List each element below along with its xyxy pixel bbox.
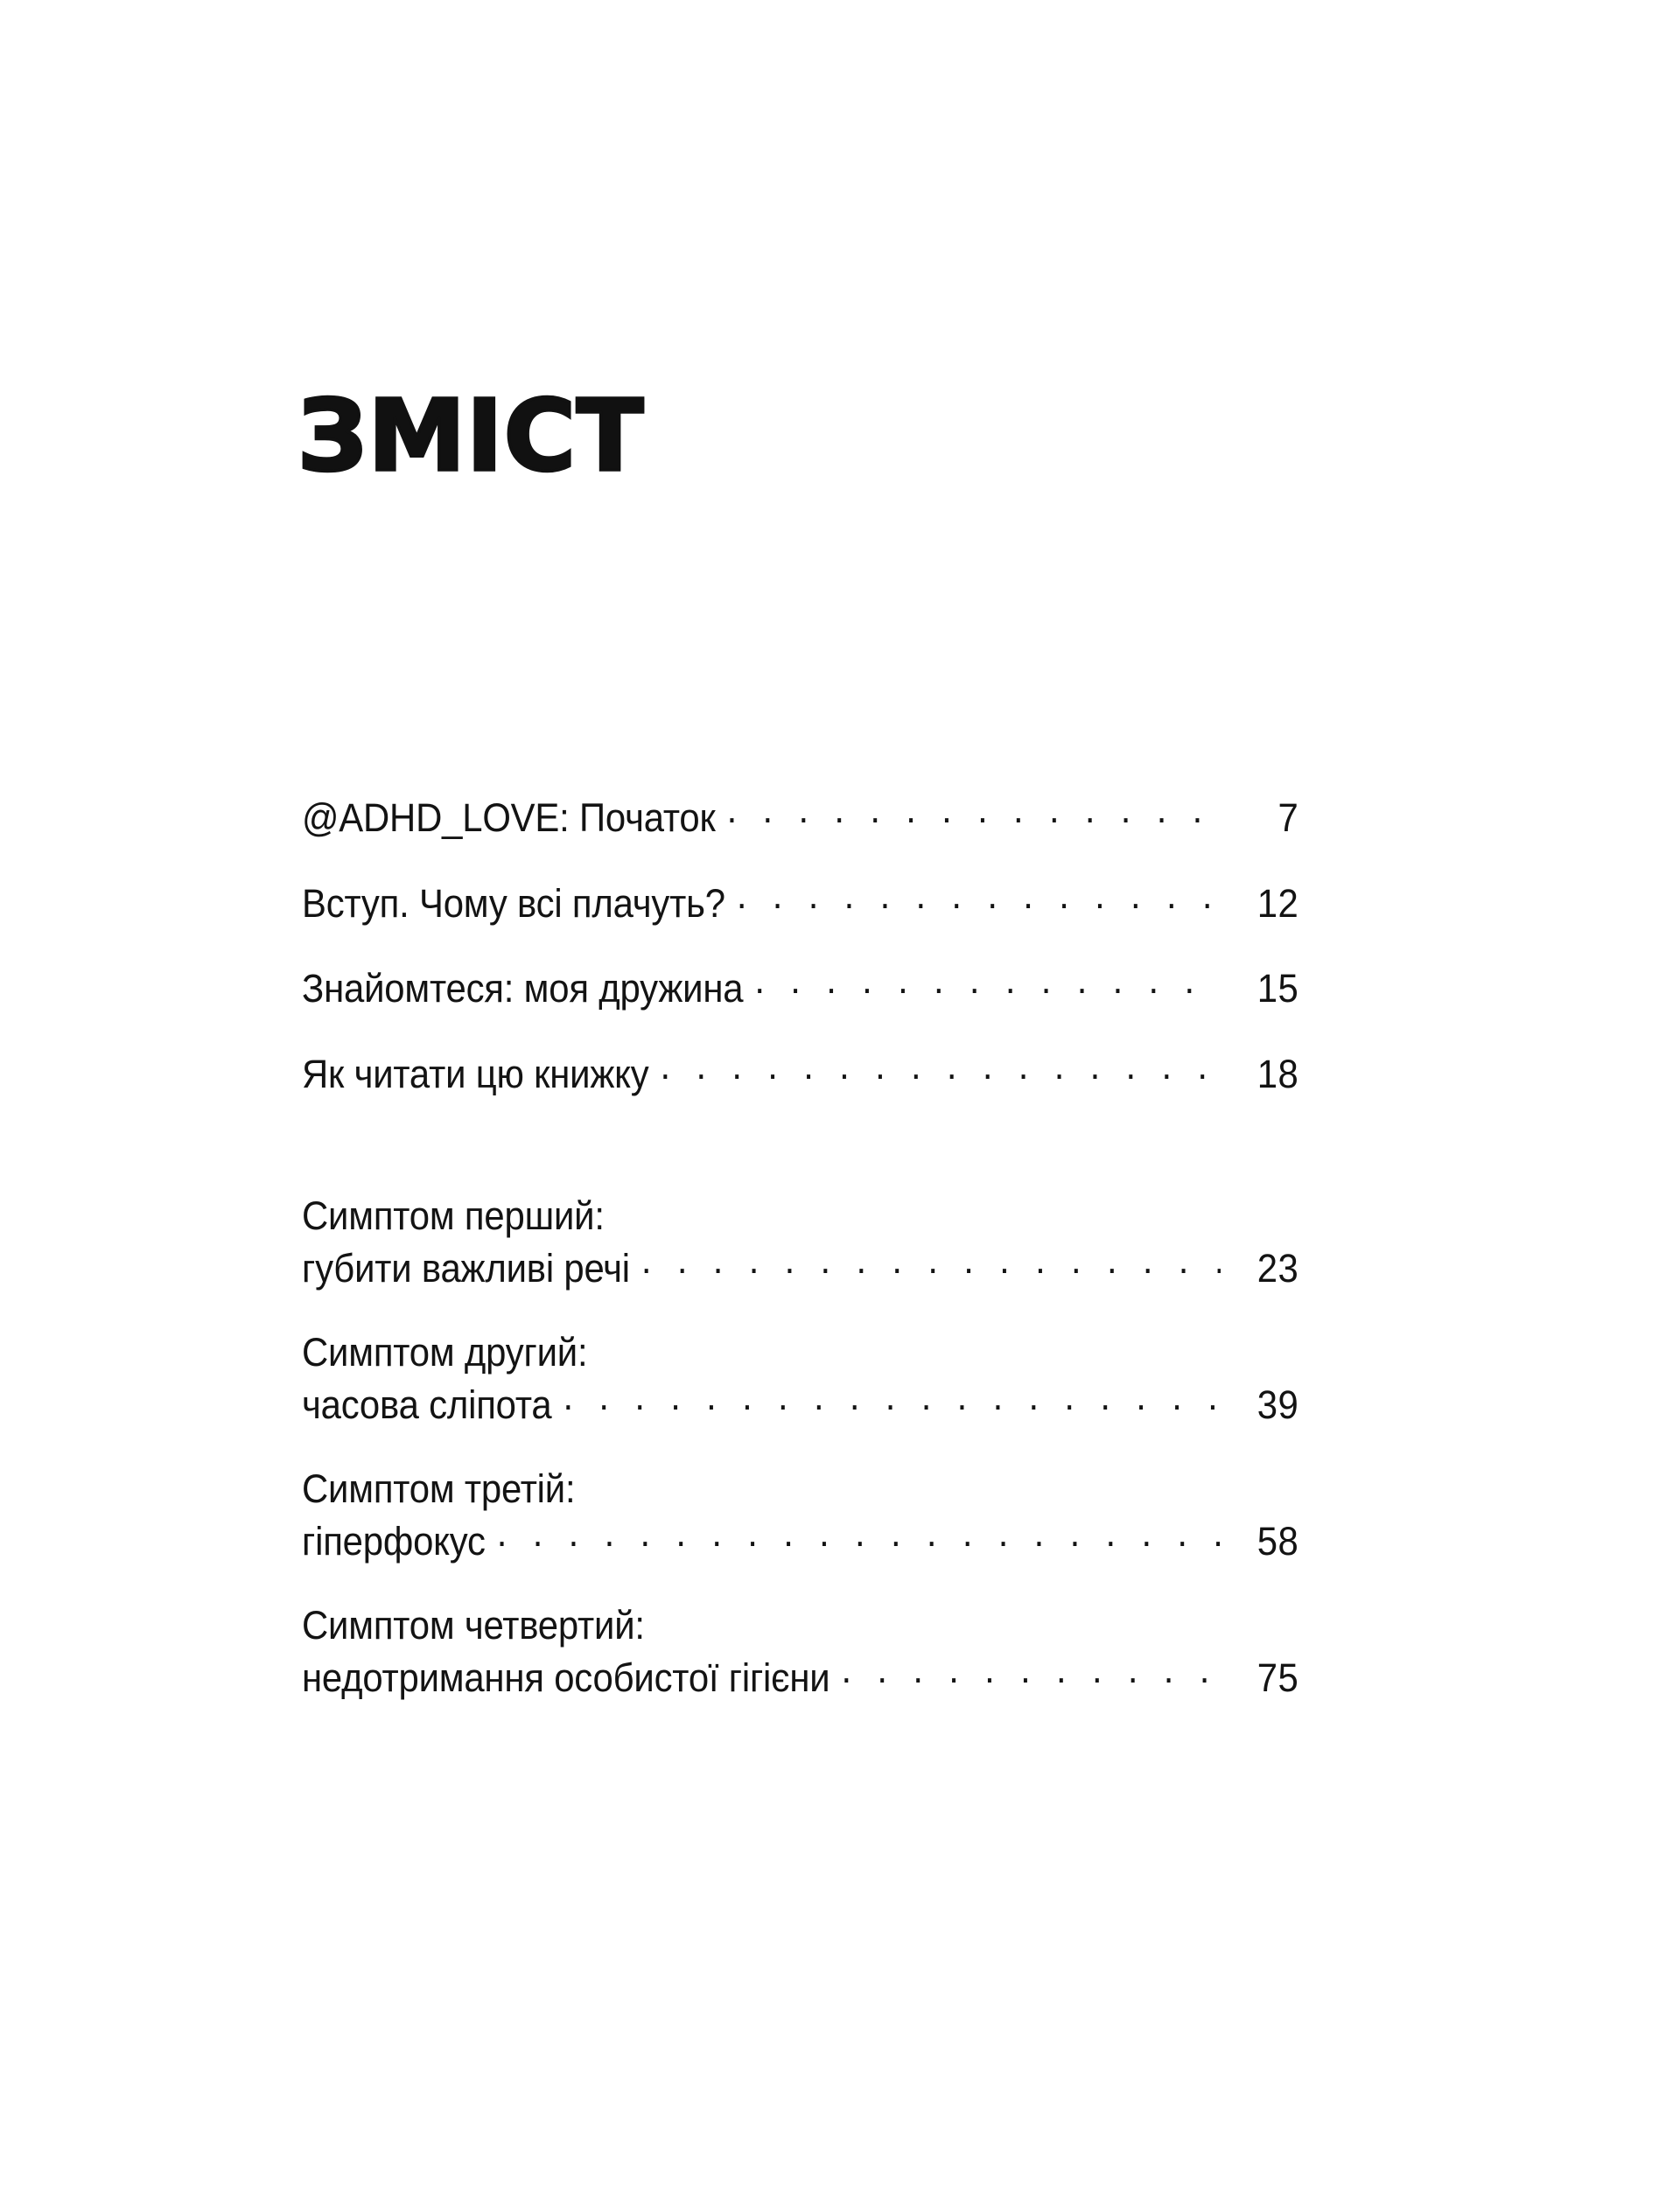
- toc-entry[interactable]: [302, 1327, 1299, 1431]
- toc-entry-label: часова сліпота: [302, 1382, 552, 1427]
- toc-entry-label: недотримання особистої гігієни: [302, 1655, 830, 1700]
- dot-leader: [841, 1652, 1220, 1691]
- dot-leader: [754, 962, 1221, 1002]
- toc-entry-heading: Симптом третій:: [302, 1466, 576, 1511]
- toc-entry[interactable]: [302, 962, 1299, 1015]
- dot-leader: [661, 1048, 1221, 1088]
- toc-entry-line[interactable]: [302, 1242, 1298, 1295]
- toc-entry-heading: Симптом четвертий:: [302, 1603, 645, 1648]
- toc-entry[interactable]: [302, 792, 1299, 844]
- toc-entry-heading: Симптом другий:: [302, 1330, 588, 1375]
- toc-page-number: 7: [1278, 795, 1299, 840]
- toc-entry-label: @ADHD_LOVE: Початок: [302, 795, 716, 840]
- toc-entry-label: Знайомтеся: моя дружина: [302, 966, 744, 1011]
- toc-page-number: 39: [1256, 1382, 1299, 1427]
- toc-entry-line[interactable]: [302, 792, 1298, 844]
- toc-entry-label: губити важливі речі: [302, 1245, 630, 1291]
- toc-entry-line[interactable]: [302, 1515, 1298, 1568]
- toc-entry-label: гіперфокус: [302, 1518, 486, 1564]
- toc-entry-line[interactable]: [302, 962, 1298, 1015]
- toc-entry-line[interactable]: [302, 1048, 1298, 1101]
- toc-entry-label: Як читати цю книжку: [302, 1051, 649, 1096]
- toc-entry-line[interactable]: [302, 878, 1298, 930]
- toc-group-symptoms: [302, 1191, 1299, 1704]
- toc-page-number: 12: [1256, 880, 1299, 926]
- table-of-contents: [302, 792, 1299, 1704]
- dot-leader: [563, 1379, 1220, 1418]
- dot-leader: [641, 1242, 1221, 1282]
- dot-leader: [727, 792, 1221, 831]
- toc-entry[interactable]: [302, 1464, 1299, 1567]
- toc-entry-line[interactable]: [302, 1379, 1298, 1431]
- toc-group-front-matter: [302, 792, 1299, 1100]
- toc-page-number: 75: [1256, 1655, 1299, 1700]
- toc-page-number: 58: [1256, 1518, 1299, 1564]
- dot-leader: [737, 878, 1221, 917]
- toc-entry[interactable]: [302, 1191, 1299, 1294]
- toc-entry[interactable]: [302, 878, 1299, 930]
- dot-leader: [497, 1515, 1221, 1555]
- toc-entry[interactable]: [302, 1048, 1299, 1101]
- toc-entry-label: Вступ. Чому всі плачуть?: [302, 880, 725, 926]
- toc-entry-line[interactable]: [302, 1652, 1298, 1704]
- toc-entry-heading: Симптом перший:: [302, 1193, 605, 1238]
- page-title: ЗМІСТ: [298, 380, 645, 494]
- toc-page-number: 15: [1256, 966, 1299, 1011]
- toc-entry[interactable]: [302, 1600, 1299, 1704]
- toc-page-number: 18: [1256, 1051, 1299, 1096]
- toc-page-number: 23: [1256, 1245, 1299, 1291]
